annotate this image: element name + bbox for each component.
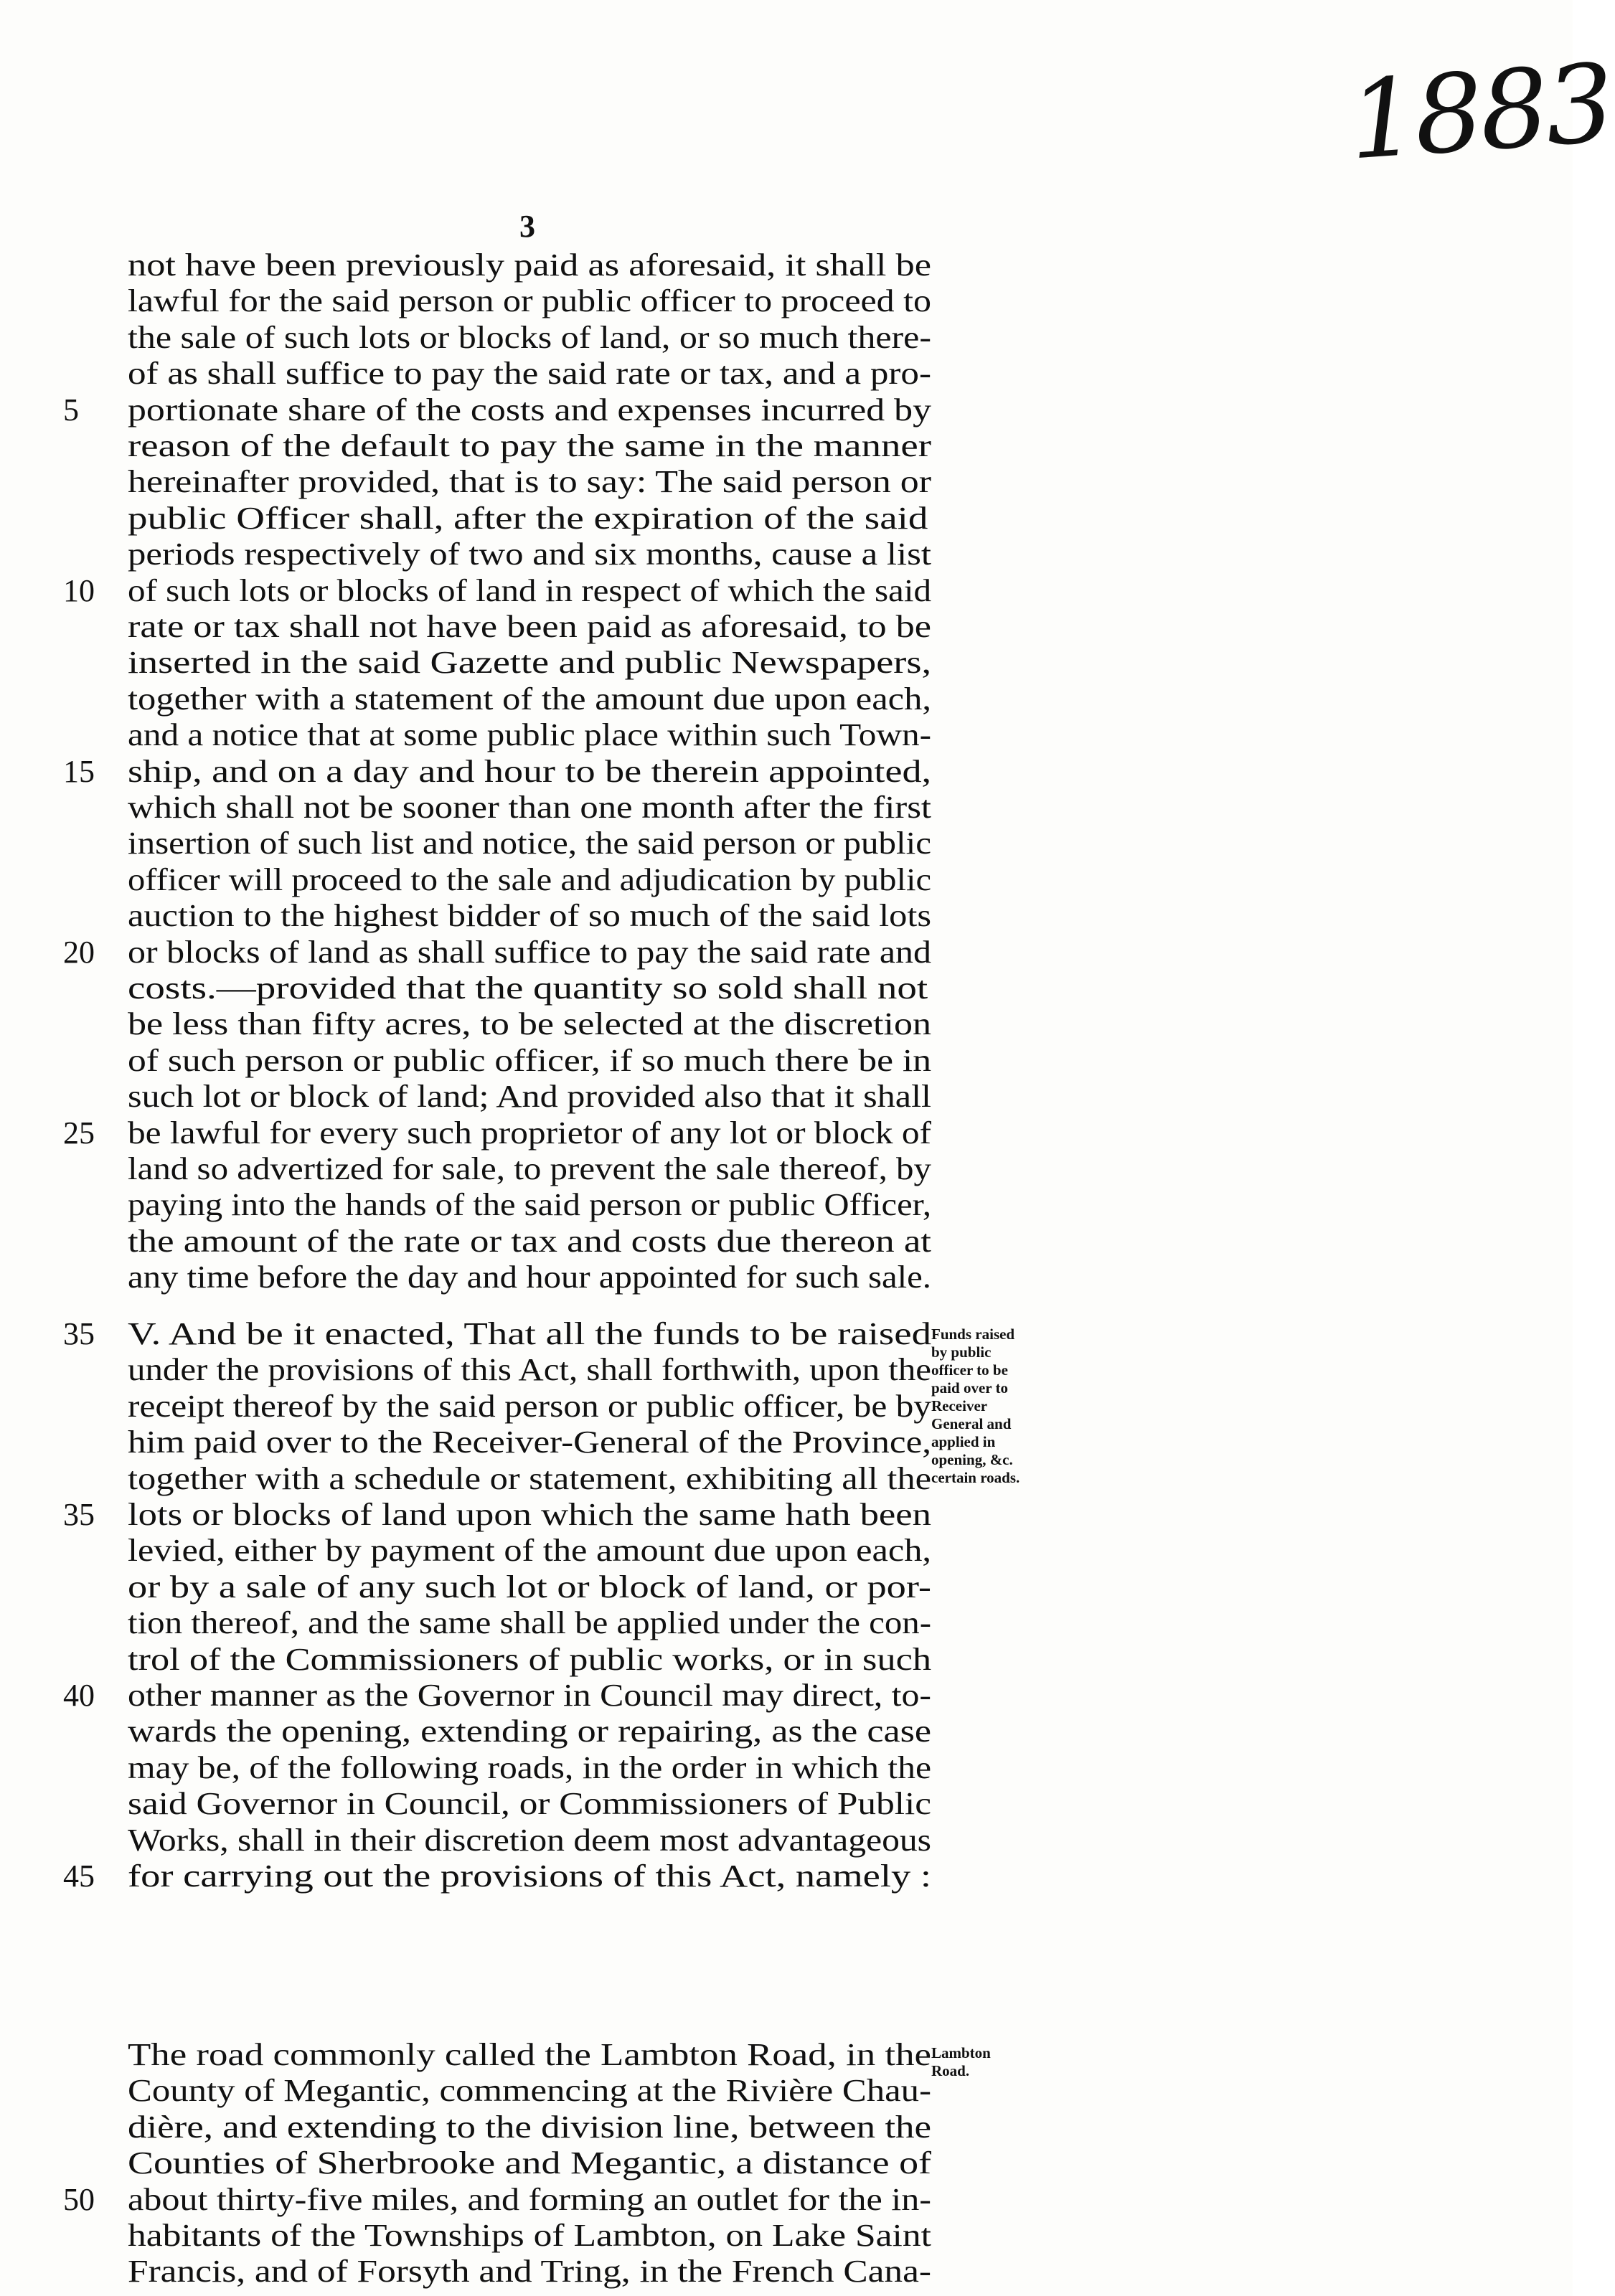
- text-line: Francis, and of Forsyth and Tring, in the French Cana-: [128, 2254, 931, 2290]
- text-line: together with a statement of the amount due upon each,: [128, 681, 931, 717]
- text-line: ship, and on a day and hour to be therein appointed,: [128, 753, 931, 789]
- sidenote-line: Funds raised: [931, 1326, 1015, 1343]
- sidenote-funds: [931, 1326, 1089, 1487]
- text-line: any time before the day and hour appointed for such sale.: [128, 1260, 931, 1295]
- sidenote-line: paid over to: [931, 1379, 1008, 1397]
- line-number: 40: [63, 1678, 95, 1713]
- sidenote-line: Receiver: [931, 1397, 988, 1414]
- line-number: 15: [63, 753, 95, 789]
- text-line: him paid over to the Receiver-General of the Province,: [128, 1425, 931, 1460]
- text-line: public Officer shall, after the expiration of the said: [128, 500, 928, 536]
- text-line: which shall not be sooner than one month after the first: [128, 790, 931, 825]
- text-line: the sale of such lots or blocks of land, or so much there-: [128, 319, 931, 355]
- line-number: 45: [63, 1858, 95, 1894]
- text-line: land so advertized for sale, to prevent the sale thereof, by: [128, 1151, 931, 1186]
- text-line: be lawful for every such proprietor of any lot or block of: [128, 1115, 931, 1151]
- text-line: of as shall suffice to pay the said rate or tax, and a pro-: [128, 356, 931, 392]
- line-number: 5: [63, 392, 79, 427]
- text-line: insertion of such list and notice, the said person or public: [128, 826, 931, 861]
- text-line: other manner as the Governor in Council may direct, to-: [128, 1678, 931, 1713]
- text-line: hereinafter provided, that is to say: The said person or: [128, 464, 931, 500]
- text-line: Counties of Sherbrooke and Megantic, a distance of: [128, 2145, 931, 2181]
- text-line: trol of the Commissioners of public works, or in such: [128, 1641, 931, 1677]
- line-number: 25: [63, 1115, 95, 1151]
- handwritten-annotation: 1883: [1345, 41, 1615, 184]
- text-line: County of Megantic, commencing at the Rivière Chau-: [128, 2073, 931, 2109]
- sidenote-line: Road.: [931, 2062, 970, 2079]
- text-line: wards the opening, extending or repairing, as the case: [128, 1714, 931, 1749]
- line-number: 20: [63, 934, 95, 970]
- sidenote-line: applied in: [931, 1433, 996, 1450]
- text-line: auction to the highest bidder of so much of the said lots: [128, 898, 931, 934]
- text-line: be less than fifty acres, to be selected at the discretion: [128, 1006, 931, 1042]
- text-line: costs.—provided that the quantity so sold shall not: [128, 970, 928, 1006]
- sidenote-line: Lambton: [931, 2044, 991, 2061]
- text-line: Works, shall in their discretion deem most advantageous: [128, 1822, 931, 1858]
- text-line: officer will proceed to the sale and adjudication by public: [128, 861, 931, 897]
- sidenote-lambton-road: [931, 2044, 1089, 2080]
- text-line: receipt thereof by the said person or public officer, be by: [128, 1388, 931, 1424]
- text-line: of such lots or blocks of land in respect of which the said: [128, 572, 931, 608]
- text-line: not have been previously paid as aforesaid, it shall be: [128, 247, 931, 283]
- text-line: for carrying out the provisions of this Act, namely :: [128, 1858, 931, 1894]
- text-line: or by a sale of any such lot or block of land, or por-: [128, 1569, 931, 1605]
- text-line: the amount of the rate or tax and costs due thereon at: [128, 1223, 931, 1259]
- text-line: periods respectively of two and six months, cause a list: [128, 537, 931, 572]
- sidenote-line: General and: [931, 1415, 1012, 1432]
- line-number: 35: [63, 1497, 95, 1532]
- text-line: and a notice that at some public place within such Town-: [128, 717, 931, 753]
- text-line: under the provisions of this Act, shall forthwith, upon the: [128, 1352, 931, 1388]
- text-line: together with a schedule or statement, exhibiting all the: [128, 1460, 931, 1496]
- text-line: The road commonly called the Lambton Road, in the: [128, 2037, 931, 2072]
- text-line: reason of the default to pay the same in the manner: [128, 428, 931, 463]
- sidenote-line: certain roads.: [931, 1469, 1020, 1486]
- text-line: dière, and extending to the division line, between the: [128, 2109, 931, 2145]
- text-line: levied, either by payment of the amount due upon each,: [128, 1533, 931, 1569]
- text-line: may be, of the following roads, in the order in which the: [128, 1749, 931, 1785]
- text-line: lawful for the said person or public officer to proceed to: [128, 283, 931, 319]
- sidenote-line: officer to be: [931, 1361, 1008, 1379]
- text-line: tion thereof, and the same shall be applied under the con-: [128, 1605, 931, 1641]
- text-line: portionate share of the costs and expenses incurred by: [128, 392, 931, 427]
- text-line: such lot or block of land; And provided also that it shall: [128, 1079, 931, 1115]
- text-line: about thirty-five miles, and forming an outlet for the in-: [128, 2181, 931, 2217]
- page-number: 3: [519, 209, 535, 244]
- text-line: paying into the hands of the said person or public Officer,: [128, 1187, 931, 1223]
- line-number: 10: [63, 572, 95, 608]
- sidenote-line: opening, &c.: [931, 1451, 1013, 1468]
- text-line: habitants of the Townships of Lambton, on Lake Saint: [128, 2218, 931, 2253]
- line-number: 50: [63, 2181, 95, 2217]
- text-line: of such person or public officer, if so much there be in: [128, 1042, 931, 1078]
- text-line: said Governor in Council, or Commissioners of Public: [128, 1786, 931, 1822]
- text-line: rate or tax shall not have been paid as aforesaid, to be: [128, 609, 931, 644]
- text-line: V. And be it enacted, That all the funds to be raised: [128, 1316, 931, 1351]
- text-line: or blocks of land as shall suffice to pay the said rate and: [128, 934, 931, 970]
- text-line: lots or blocks of land upon which the same hath been: [128, 1497, 931, 1532]
- text-line: inserted in the said Gazette and public Newspapers,: [128, 645, 931, 681]
- sidenote-line: by public: [931, 1343, 992, 1361]
- line-number: 35: [63, 1316, 95, 1351]
